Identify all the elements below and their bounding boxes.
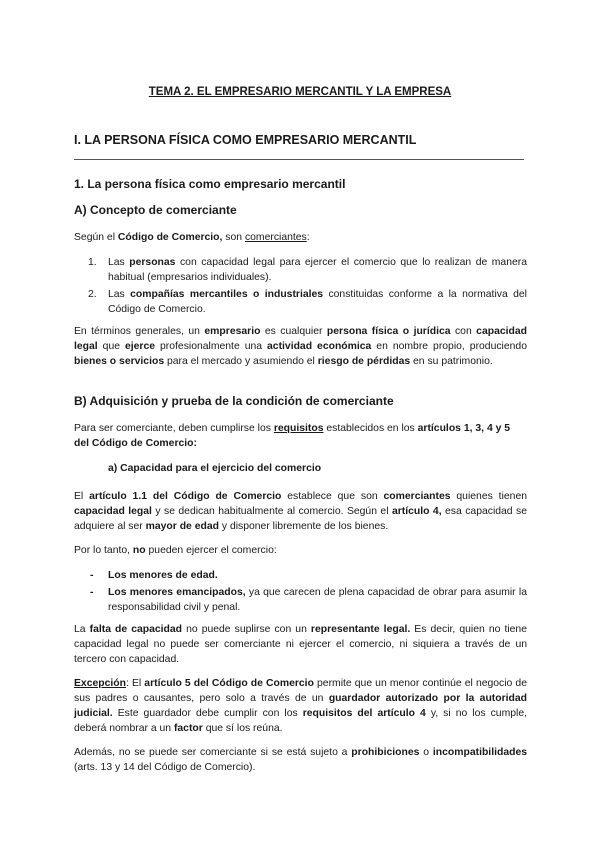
comerciantes-list (74, 255, 527, 319)
excluidos-list (74, 568, 527, 617)
document-title: TEMA 2. EL EMPRESARIO MERCANTIL Y LA EMPRESA (148, 86, 452, 98)
section-divider (74, 159, 524, 160)
excepcion-paragraph: Excepción: El artículo 5 del Código de Comercio permite que un menor continúe el negocio de sus padres o causantes, pero solo a través de un guardador autorizado por la autoridad judicial. Este guardador debe cumplir con los requisitos del artículo 4 y, si no los cumple, deberá nombrar a un factor que sí los reúna. (74, 678, 527, 734)
articulo-paragraph: El artículo 1.1 del Código de Comercio establece que son comerciantes quienes tienen capacidad legal y se dedican habitualmente al comercio. Según el artículo 4, esa capacidad se adquiere al ser mayor de edad y disponer libremente de los bienes. (74, 491, 527, 532)
falta-capacidad-paragraph: La falta de capacidad no puede suplirse con un representante legal. Es decir, quien no tiene capacidad legal no puede ser comerciante ni ejercer el comercio, ni siquiera a través de un tercero con capacidad. (74, 624, 527, 665)
capacidad-subheading: a) Capacidad para el ejercicio del comercio (108, 463, 322, 474)
intro-paragraph: Según el Código de Comercio, son comerciantes: (74, 232, 310, 243)
subsection-heading: 1. La persona física como empresario mercantil (74, 177, 346, 191)
definition-paragraph: En términos generales, un empresario es cualquier persona física o jurídica con capacidad legal que ejerce profesionalmente una actividad económica en nombre propio, produciendo bienes o servicios para el mercado y asumiendo el riesgo de pérdidas en su patrimonio. (74, 326, 527, 367)
no-pueden-paragraph: Por lo tanto, no pueden ejercer el comercio: (74, 545, 277, 556)
section-heading: I. LA PERSONA FÍSICA COMO EMPRESARIO MERCANTIL (74, 133, 417, 147)
list-item: 2. Las compañías mercantiles o industriales constituidas conforme a la normativa del Código de Comercio. (88, 289, 527, 315)
prohibiciones-paragraph: Además, no se puede ser comerciante si se está sujeto a prohibiciones o incompatibilidades (arts. 13 y 14 del Código de Comercio). (74, 747, 527, 773)
list-item: - Los menores de edad. (90, 570, 218, 581)
adquisicion-heading: B) Adquisición y prueba de la condición de comerciante (74, 394, 394, 408)
requisitos-paragraph: Para ser comerciante, deben cumplirse los requisitos establecidos en los artículos 1, 3, 4 y 5 del Código de Comercio: (74, 423, 511, 449)
concepto-heading: A) Concepto de comerciante (74, 203, 237, 217)
list-item: - Los menores emancipados, ya que carecen de plena capacidad de obrar para asumir la responsabilidad civil y penal. (90, 587, 527, 613)
list-item: 1. Las personas con capacidad legal para ejercer el comercio que lo realizan de manera habitual (empresarios individuales). (88, 257, 527, 283)
